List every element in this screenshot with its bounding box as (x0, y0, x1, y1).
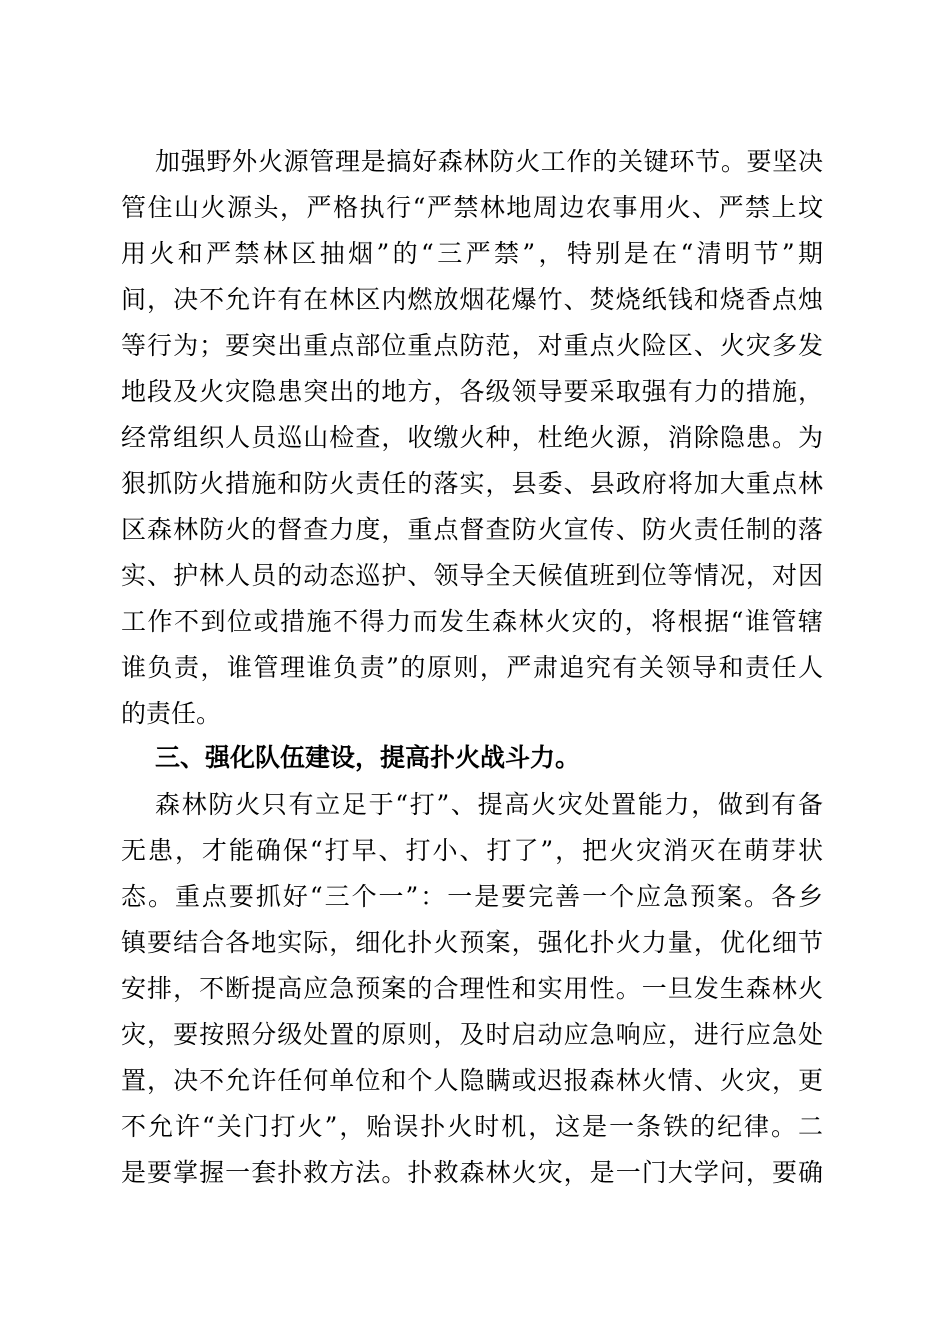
paragraph-line: 的责任。 (121, 699, 222, 728)
paragraph-line: 区森林防火的督查力度，重点督查防火宣传、防火责任制的落 (121, 515, 823, 544)
paragraph-line: 地段及火灾隐患突出的地方，各级领导要采取强有力的措施， (121, 377, 823, 406)
paragraph-line: 经常组织人员巡山检查，收缴火种，杜绝火源，消除隐患。为 (121, 423, 823, 452)
paragraph-line: 无患，才能确保“打早、打小、打了”，把火灾消灭在萌芽状 (121, 836, 823, 865)
paragraph-line: 是要掌握一套扑救方法。扑救森林火灾，是一门大学问，要确 (121, 1158, 823, 1187)
paragraph-line: 镇要结合各地实际，细化扑火预案，强化扑火力量，优化细节 (121, 928, 823, 957)
paragraph-line: 置，决不允许任何单位和个人隐瞒或迟报森林火情、火灾，更 (121, 1066, 823, 1095)
paragraph-line: 加强野外火源管理是搞好森林防火工作的关键环节。要坚决 (155, 147, 823, 176)
paragraph-line: 用火和严禁林区抽烟”的“三严禁”，特别是在“清明节”期 (121, 239, 823, 268)
paragraph-line: 不允许“关门打火”，贻误扑火时机，这是一条铁的纪律。二 (121, 1112, 823, 1141)
paragraph-line: 灾，要按照分级处置的原则，及时启动应急响应，进行应急处 (121, 1020, 823, 1049)
paragraph-line: 实、护林人员的动态巡护、领导全天候值班到位等情况，对因 (121, 561, 823, 590)
paragraph-line: 工作不到位或措施不得力而发生森林火灾的，将根据“谁管辖 (121, 607, 823, 636)
paragraph-line: 等行为；要突出重点部位重点防范，对重点火险区、火灾多发 (121, 331, 823, 360)
paragraph-line: 狠抓防火措施和防火责任的落实，县委、县政府将加大重点林 (121, 469, 823, 498)
paragraph-line: 安排，不断提高应急预案的合理性和实用性。一旦发生森林火 (121, 974, 823, 1003)
section-heading: 三、强化队伍建设，提高扑火战斗力。 (155, 743, 581, 772)
paragraph-line: 森林防火只有立足于“打”、提高火灾处置能力，做到有备 (155, 790, 823, 819)
paragraph-line: 间，决不允许有在林区内燃放烟花爆竹、焚烧纸钱和烧香点烛 (121, 285, 823, 314)
paragraph-line: 管住山火源头，严格执行“严禁林地周边农事用火、严禁上坟 (121, 193, 823, 222)
paragraph-line: 谁负责，谁管理谁负责”的原则，严肃追究有关领导和责任人 (121, 653, 823, 682)
paragraph-line: 态。重点要抓好“三个一”：一是要完善一个应急预案。各乡 (121, 882, 823, 911)
